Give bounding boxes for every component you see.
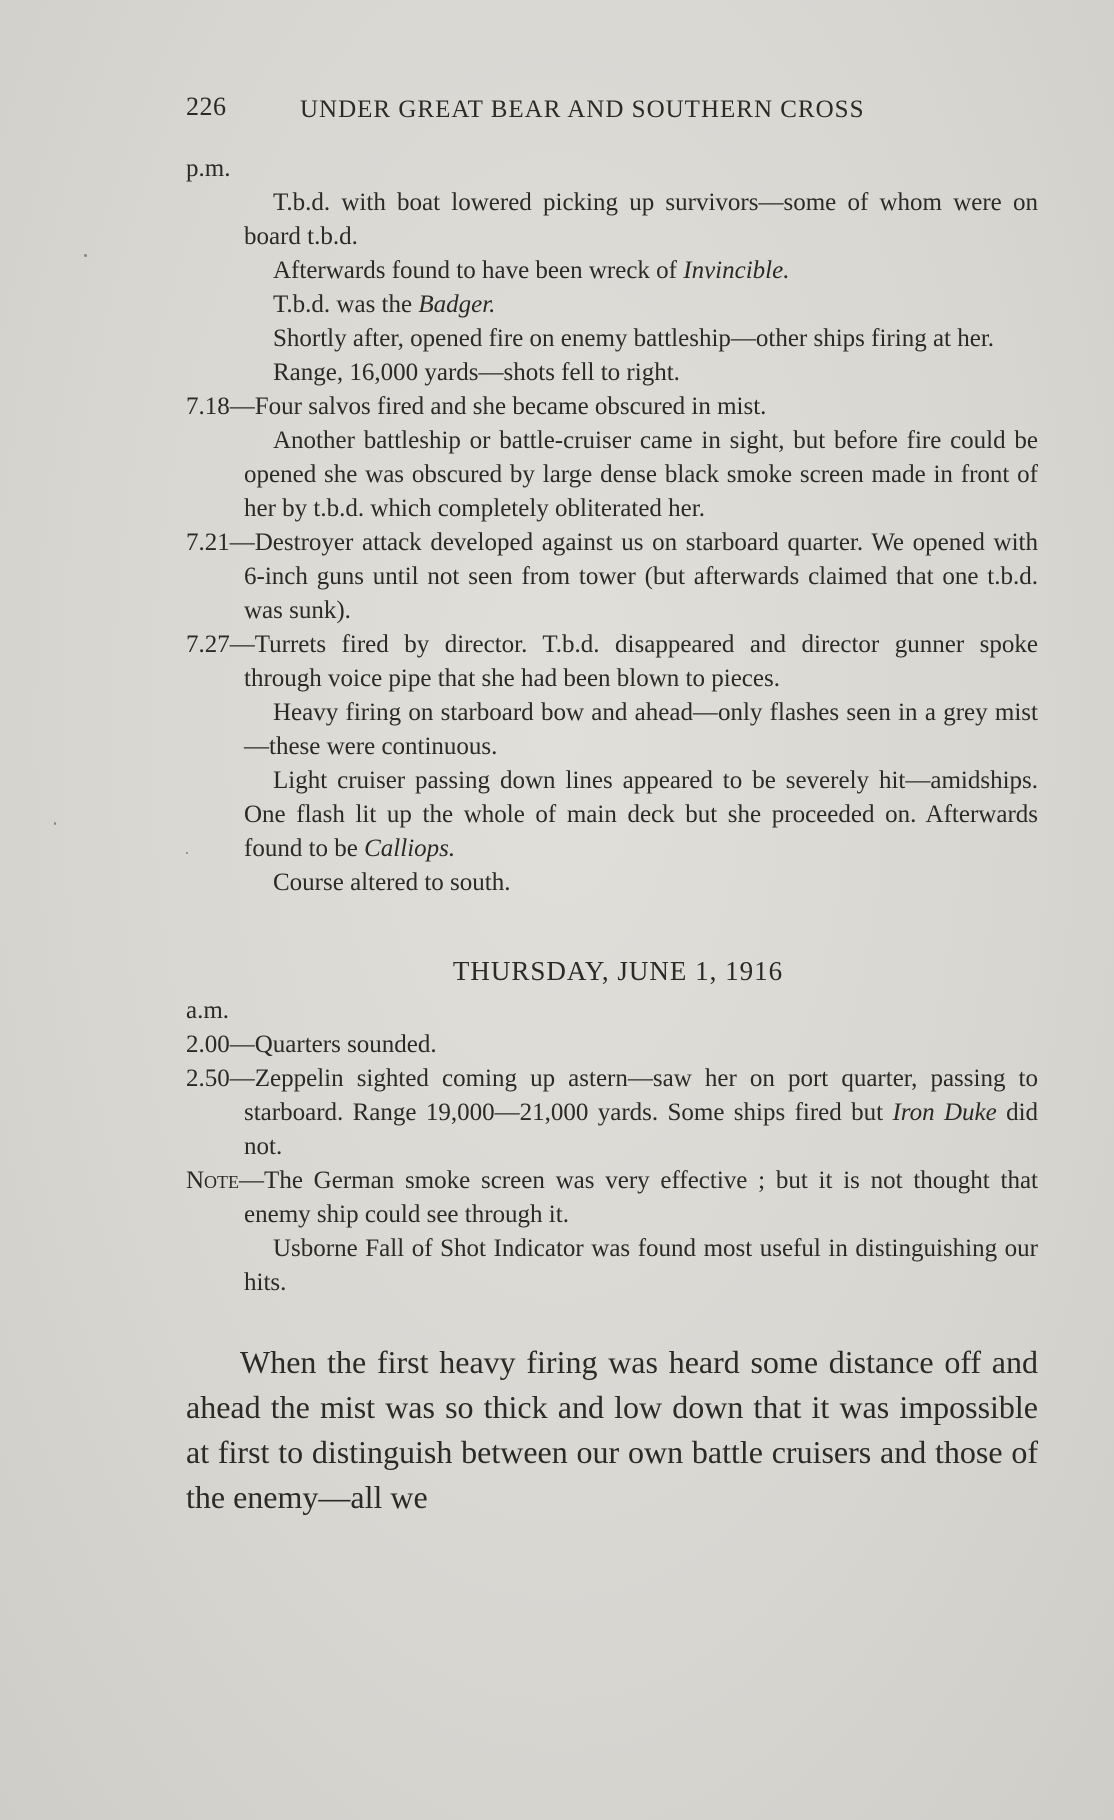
entry-text: Quarters sounded. [254, 1031, 437, 1058]
page-body [186, 152, 1038, 1520]
log-entry: 7.27—Turrets fired by director. T.b.d. disappeared and director gunner spoke through voice pipe that she had been blown to pieces. [186, 631, 1038, 692]
ship-name: Badger. [418, 291, 496, 318]
entry-time: 7.18 [186, 393, 230, 420]
note-label: Note [186, 1167, 240, 1194]
pm-label: p.m. [186, 155, 231, 182]
paper-speck [186, 852, 188, 854]
entry-text: Zeppelin sighted coming up astern—saw her on port quarter, passing to starboard. Range 19,000—21,000 yards. Some ships fired but [244, 1065, 1038, 1126]
note-text: The German smoke screen was very effective ; but it is not thought that enemy ship could see through it. [244, 1167, 1038, 1228]
entry-time: 2.00 [186, 1031, 230, 1058]
log-entry: 7.18—Four salvos fired and she became obscured in mist. [186, 393, 767, 420]
paper-speck [54, 822, 56, 825]
page-number: 226 [186, 92, 227, 121]
entry-time: 7.27 [186, 631, 230, 658]
paragraph-text: Light cruiser passing down lines appeared to be severely hit—amidships. One flash lit up the whole of main deck but she proceeded on. Afterwards found to be [244, 767, 1038, 862]
running-title: UNDER GREAT BEAR AND SOUTHERN CROSS [300, 96, 865, 123]
entry-time: 7.21 [186, 529, 230, 556]
ship-name: Calliops. [364, 835, 456, 862]
log-entry: 2.00—Quarters sounded. [186, 1031, 437, 1058]
entry-text: Destroyer attack developed against us on starboard quarter. We opened with 6-inch guns until not seen from tower (but afterwards claimed that one t.b.d. was sunk). [244, 529, 1038, 624]
paragraph [186, 764, 1038, 866]
paragraph: T.b.d. with boat lowered picking up survivors—some of whom were on board t.b.d. [244, 189, 1038, 250]
paragraph [186, 254, 1038, 288]
am-label: a.m. [186, 997, 230, 1024]
note-entry: Note—The German smoke screen was very effective ; but it is not thought that enemy ship could see through it. [186, 1167, 1038, 1228]
prose-paragraph: When the first heavy firing was heard some distance off and ahead the mist was so thick and low down that it was impossible at first to distinguish between our own battle cruisers and those of the enemy—all we [186, 1344, 1038, 1515]
ship-name: Invincible. [683, 257, 790, 284]
entry-text: Four salvos fired and she became obscured in mist. [254, 393, 767, 420]
entry-text: Turrets fired by director. T.b.d. disappeared and director gunner spoke through voice pipe that she had been blown to pieces. [244, 631, 1038, 692]
paragraph: Usborne Fall of Shot Indicator was found most useful in distinguishing our hits. [244, 1235, 1038, 1296]
paragraph [186, 288, 1038, 322]
paragraph-text: T.b.d. was the [273, 291, 413, 318]
paragraph-text: Afterwards found to have been wreck of [273, 257, 678, 284]
log-entry: 7.21—Destroyer attack developed against us on starboard quarter. We opened with 6-inch guns until not seen from tower (but afterwards claimed that one t.b.d. was sunk). [186, 529, 1038, 624]
paragraph: Range, 16,000 yards—shots fell to right. [273, 359, 680, 386]
paragraph: Course altered to south. [273, 869, 511, 896]
entry-time: 2.50 [186, 1065, 230, 1092]
paragraph: Heavy firing on starboard bow and ahead—only flashes seen in a grey mist—these were continuous. [244, 699, 1038, 760]
paragraph: Another battleship or battle-cruiser came in sight, but before fire could be opened she was obscured by large dense black smoke screen made in front of her by t.b.d. which completely obliterated her. [244, 427, 1038, 522]
log-entry: 2.50—Zeppelin sighted coming up astern—saw her on port quarter, passing to starboard. Range 19,000—21,000 yards. Some ships fired but Iron Duke did not. [186, 1065, 1039, 1160]
page-header [186, 92, 926, 132]
day-heading: THURSDAY, JUNE 1, 1916 [452, 956, 784, 986]
paragraph: Shortly after, opened fire on enemy battleship—other ships firing at her. [273, 325, 995, 352]
ship-name: Iron Duke [892, 1099, 997, 1126]
entry-text-tail: did not. [244, 1099, 1039, 1160]
paper-speck [84, 254, 87, 257]
